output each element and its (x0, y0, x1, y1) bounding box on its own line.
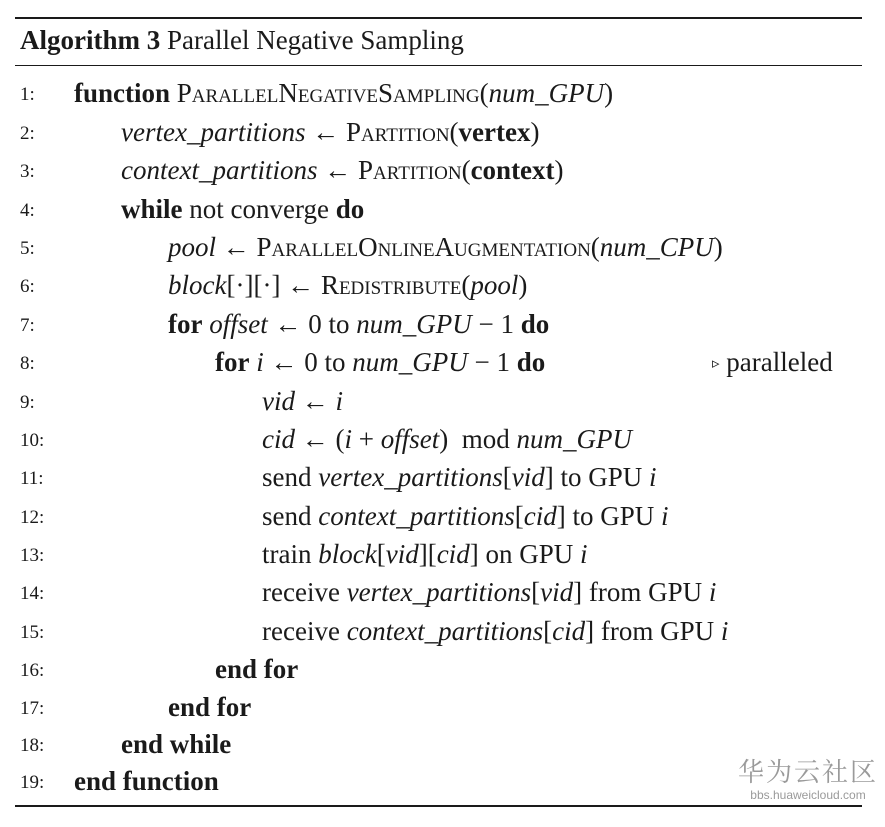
line-code: end while (121, 729, 232, 759)
line-code: block[·][·] ← Redistribute(pool) (168, 270, 528, 300)
line-number: 13: (20, 545, 45, 566)
line-code: end for (168, 692, 252, 722)
line-number: 8: (20, 353, 35, 374)
algorithm-line-7 (0, 305, 885, 343)
line-number: 6: (20, 276, 35, 297)
line-comment: ▹ paralleled (712, 347, 833, 377)
line-code: cid ← (i + offset) mod num_GPU (262, 424, 632, 454)
algorithm-line-11 (0, 458, 885, 496)
line-number: 16: (20, 660, 45, 681)
algorithm-line-15 (0, 612, 885, 650)
algorithm-line-8 (0, 343, 885, 381)
algorithm-title (20, 22, 464, 58)
line-number: 15: (20, 622, 45, 643)
algorithm-name: Parallel Negative Sampling (166, 25, 464, 55)
line-code: send context_partitions[cid] to GPU i (262, 501, 669, 531)
line-code: vid ← i (262, 386, 344, 416)
algorithm-line-1 (0, 74, 885, 112)
top-rule (15, 17, 862, 19)
comment-triangle-icon: ▹ (712, 356, 720, 372)
line-code: for i ← 0 to num_GPU − 1 do (215, 347, 546, 377)
algorithm-line-5 (0, 228, 885, 266)
line-number: 19: (20, 772, 45, 793)
line-code: for offset ← 0 to num_GPU − 1 do (168, 309, 550, 339)
line-number: 17: (20, 698, 45, 719)
line-number: 2: (20, 123, 35, 144)
line-code: receive vertex_partitions[vid] from GPU i (262, 577, 717, 607)
line-code: function ParallelNegativeSampling(num_GPU) (74, 78, 614, 108)
line-number: 7: (20, 315, 35, 336)
line-code: end for (215, 654, 299, 684)
line-number: 4: (20, 200, 35, 221)
algorithm-line-13 (0, 535, 885, 573)
algorithm-line-3 (0, 151, 885, 189)
line-number: 3: (20, 161, 35, 182)
line-code: while not converge do (121, 194, 365, 224)
line-number: 10: (20, 430, 45, 451)
watermark-text: 华为云社区 (738, 758, 879, 788)
line-code: vertex_partitions ← Partition(vertex) (121, 117, 540, 147)
line-number: 12: (20, 507, 45, 528)
algorithm-line-12 (0, 497, 885, 535)
algorithm-line-9 (0, 382, 885, 420)
title-rule (15, 65, 862, 66)
line-number: 5: (20, 238, 35, 259)
algorithm-line-16 (0, 650, 885, 688)
line-code: pool ← ParallelOnlineAugmentation(num_CPU) (168, 232, 723, 262)
line-number: 18: (20, 735, 45, 756)
line-number: 9: (20, 392, 35, 413)
algorithm-line-10 (0, 420, 885, 458)
bottom-rule (15, 805, 862, 807)
line-code: send vertex_partitions[vid] to GPU i (262, 462, 657, 492)
algorithm-line-4 (0, 190, 885, 228)
line-code: context_partitions ← Partition(context) (121, 155, 564, 185)
line-number: 1: (20, 84, 35, 105)
line-number: 14: (20, 583, 45, 604)
algorithm-line-6 (0, 266, 885, 304)
line-number: 11: (20, 468, 44, 489)
algorithm-line-17 (0, 688, 885, 726)
algorithm-line-14 (0, 573, 885, 611)
algorithm-label: Algorithm 3 (20, 25, 161, 55)
line-code: receive context_partitions[cid] from GPU i (262, 616, 729, 646)
line-code: train block[vid][cid] on GPU i (262, 539, 588, 569)
algorithm-line-2 (0, 113, 885, 151)
line-code: end function (74, 766, 219, 796)
watermark-url: bbs.huaweicloud.com (750, 788, 866, 802)
watermark (738, 758, 878, 802)
